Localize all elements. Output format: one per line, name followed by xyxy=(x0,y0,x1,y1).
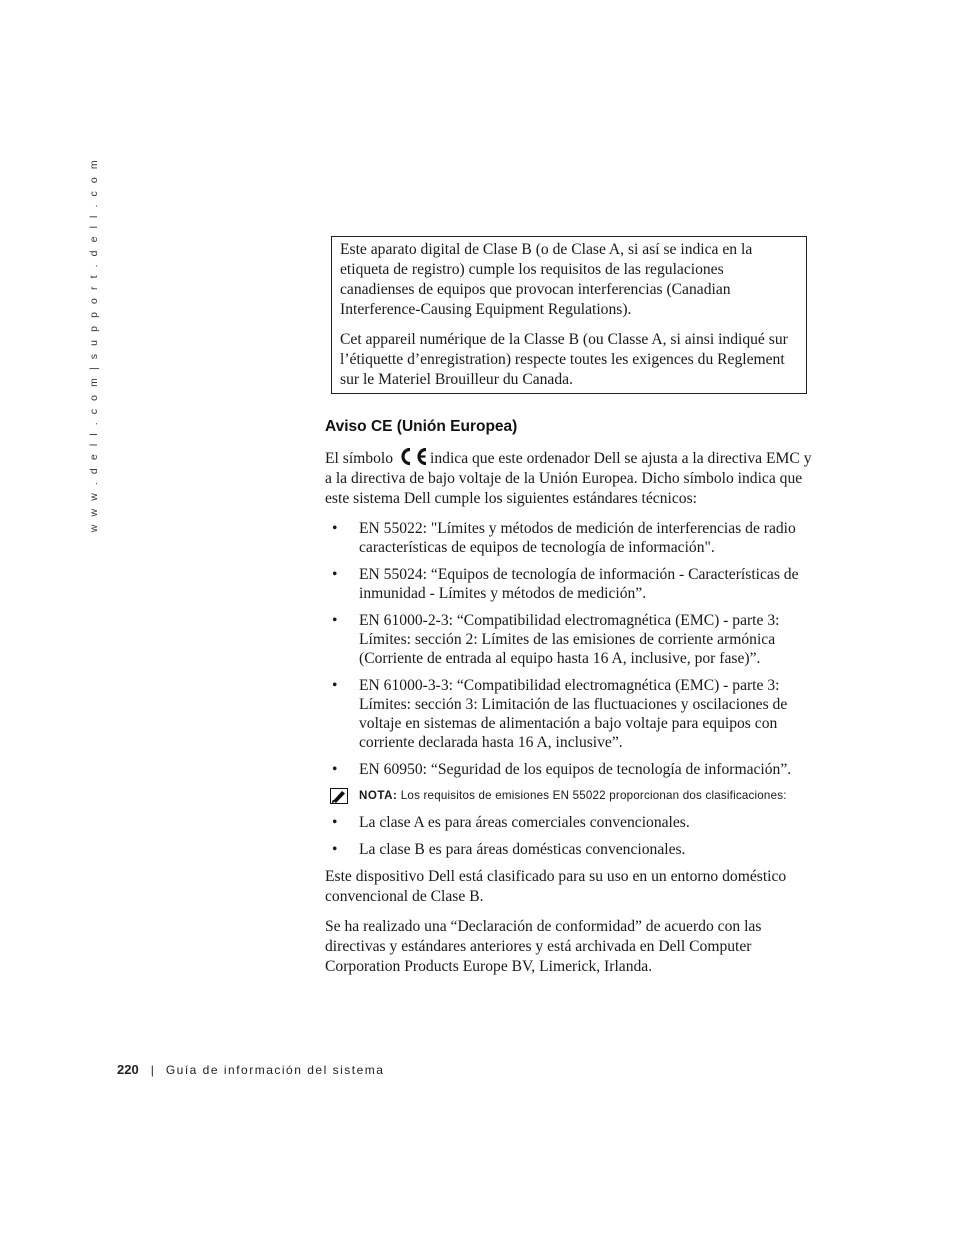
standard-text: EN 61000-3-3: “Compatibilidad electromagnética (EMC) - parte 3: Límites: sección 3: Limitación de las fluctuaciones y oscilaciones de voltaje en sistemas de alimentación a bajo voltaje para equipos con corriente declarada hasta 16 A, inclusive”. xyxy=(359,677,788,751)
notice-french: Cet appareil numérique de la Classe B (ou Classe A, si ainsi indiqué sur l’étiquette d’enregistration) respecte toutes les exigences du Reglement sur le Materiel Brouilleur du Canada. xyxy=(340,331,788,388)
declaration-paragraph: Se ha realizado una “Declaración de conformidad” de acuerdo con las directivas y estándares anteriores y está archivada en Dell Computer Corporation Products Europe BV, Limerick, Irlanda. xyxy=(325,918,762,975)
class-text: La clase B es para áreas domésticas convencionales. xyxy=(359,841,686,858)
list-item: • EN 60950: “Seguridad de los equipos de tecnología de información”. xyxy=(332,761,792,778)
list-item: • La clase A es para áreas comerciales convencionales. xyxy=(332,814,690,831)
list-item: • EN 55022: "Límites y métodos de medición de interferencias de radio características de equipos de tecnología de información". xyxy=(332,520,796,556)
ce-mark-icon xyxy=(397,448,428,465)
section-heading: Aviso CE (Unión Europea) xyxy=(325,418,518,435)
canadian-notice-box xyxy=(331,236,807,394)
intro-after: indica que este ordenador Dell se ajusta a la directiva EMC y a la directiva de bajo voltaje de la Unión Europea. Dicho símbolo indica que este sistema Dell cumple los siguientes estándares técnicos: xyxy=(325,450,812,507)
page-number: 220 xyxy=(117,1062,139,1077)
note-pencil-icon xyxy=(330,788,348,804)
section-content xyxy=(325,448,817,977)
list-item: • EN 61000-2-3: “Compatibilidad electromagnética (EMC) - parte 3: Límites: sección 2: Límites de las emisiones de corriente armónica (Corriente de entrada al equipo hasta 16 A, inclusive, por fase)”. xyxy=(332,612,780,667)
footer-title: Guía de información del sistema xyxy=(165,1063,385,1077)
page-footer xyxy=(117,1062,384,1077)
side-url-text xyxy=(86,157,102,532)
classes-list xyxy=(325,813,817,859)
list-item: • La clase B es para áreas domésticas convencionales. xyxy=(332,841,686,858)
standard-text: EN 60950: “Seguridad de los equipos de tecnología de información”. xyxy=(359,761,792,778)
class-text: La clase A es para áreas comerciales convencionales. xyxy=(359,814,690,831)
footer-separator: | xyxy=(150,1063,154,1077)
notice-spanish: Este aparato digital de Clase B (o de Clase A, si así se indica en la etiqueta de registro) cumple los requisitos de las regulaciones canadienses de equipos que provocan interferencias (Canadian Interference-Causing Equipment Regulations). xyxy=(340,241,753,318)
side-url-label: w w w . d e l l . c o m | s u p p o r t . d e l l . c o m xyxy=(88,157,101,532)
note-block xyxy=(325,787,817,804)
list-item: • EN 61000-3-3: “Compatibilidad electromagnética (EMC) - parte 3: Límites: sección 3: Limitación de las fluctuaciones y oscilaciones de voltaje en sistemas de alimentación a bajo voltaje para equipos con corriente declarada hasta 16 A, inclusive”. xyxy=(332,677,788,751)
standard-text: EN 61000-2-3: “Compatibilidad electromagnética (EMC) - parte 3: Límites: sección 2: Límites de las emisiones de corriente armónica (Corriente de entrada al equipo hasta 16 A, inclusive, por fase)”. xyxy=(359,612,780,667)
intro-before: El símbolo xyxy=(325,450,394,467)
ce-intro-paragraph xyxy=(325,448,817,509)
standard-text: EN 55022: "Límites y métodos de medición de interferencias de radio características de equipos de tecnología de información". xyxy=(359,520,796,556)
standard-text: EN 55024: “Equipos de tecnología de información - Características de inmunidad - Límites y métodos de medición”. xyxy=(359,566,799,602)
classification-paragraph: Este dispositivo Dell está clasificado para su uso en un entorno doméstico convencional de Clase B. xyxy=(325,868,787,905)
note-label: NOTA: xyxy=(359,789,398,802)
standards-list xyxy=(325,519,817,779)
note-text: Los requisitos de emisiones EN 55022 proporcionan dos clasificaciones: xyxy=(400,789,787,802)
list-item: • EN 55024: “Equipos de tecnología de información - Características de inmunidad - Límites y métodos de medición”. xyxy=(332,566,799,602)
